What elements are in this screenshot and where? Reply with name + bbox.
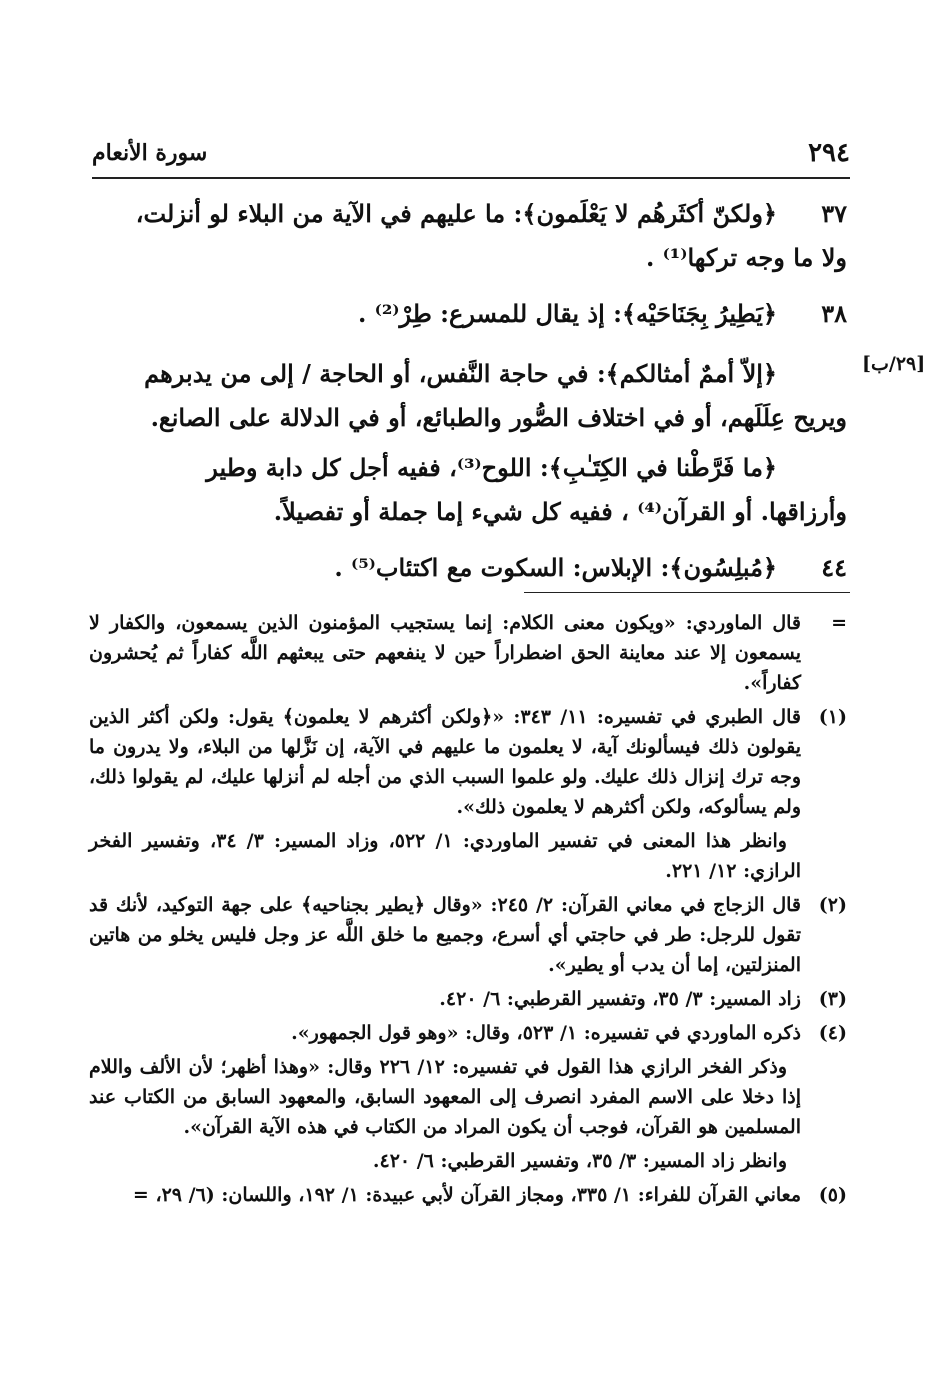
entry-line: ﴿ولكنّ أكثَرهُم لا يَعْلَمون﴾: ما عليهم في الآية من البلاء لو أنزلت، (135, 199, 777, 228)
entry-line: ﴿مُبلِسُون﴾: الإبلاس: السكوت مع اكتئاب⁽⁵⁾ . (334, 553, 777, 582)
verse-number: ٣٨ (821, 299, 847, 328)
footnote-separator (524, 592, 850, 593)
footnotes (89, 608, 847, 1214)
verse-entry (91, 292, 847, 336)
entry-line: ﴿يَطِيرُ بِجَنَاحَيْه﴾: إذ يقال للمسرع: طِرْ⁽²⁾ . (357, 299, 777, 328)
footnote-text: وانظر زاد المسير: ٣/ ٣٥، وتفسير القرطبي: ٦/ ٤٢٠. (372, 1150, 787, 1172)
entry-line: ولا ما وجه تركها⁽¹⁾ . (645, 243, 847, 272)
footnote-mark: = (831, 612, 847, 634)
footnote-mark: (٢) (818, 894, 847, 916)
footnote-continuation (89, 608, 847, 698)
verse-number: ٤٤ (821, 553, 847, 582)
footnote-mark: (٤) (818, 1022, 847, 1044)
footnote-mark: (٥) (818, 1184, 847, 1206)
footnote (89, 1018, 847, 1176)
verse-entry (91, 446, 847, 534)
footnote-mark: (١) (818, 706, 847, 728)
page-number: ٢٩٤ (808, 138, 850, 168)
footnote (89, 702, 847, 886)
footnote (89, 984, 847, 1014)
manuscript-folio-note: [٢٩/ب] (862, 353, 926, 375)
footnote (89, 890, 847, 980)
header-divider (92, 177, 850, 179)
verse-number: ٣٧ (821, 199, 847, 228)
footnote-text: وذكر الفخر الرازي هذا القول في تفسيره: ١٢/ ٢٢٦ وقال: «وهذا أظهر؛ لأن الألف واللام إذا دخلا على الاسم المفرد انصرف إلى المعهود السابق، والمعهود السابق من الكتاب عند المسلمين هو القرآن، فوجب أن يكون المراد من الكتاب في هذه الآية القرآن». (89, 1056, 801, 1138)
entry-line: ﴿إلاّ أممٌ أمثالكم﴾: في حاجة النَّفس، أو الحاجة / إلى من يدبرهم (144, 359, 777, 388)
footnote-text: قال الماوردي: «ويكون معنى الكلام: إنما يستجيب المؤمنون الذين يسمعون، والكفار لا يسمعون إلا عند معاينة الحق اضطراراً حين لا ينفعهم حتى يبعثهم اللَّه كفاراً ثم يُحشرون كفاراً». (89, 612, 802, 694)
entry-line: ﴿ما فَرَّطْنا في الكِتَـٰبِ﴾: اللوح⁽³⁾، ففيه أجل كل دابة وطير (206, 453, 777, 482)
verse-entry (91, 352, 847, 440)
footnote-text: وانظر هذا المعنى في تفسير الماوردي: ١/ ٥٢٢، وزاد المسير: ٣/ ٣٤، وتفسير الفخر الرازي: ١٢/ ٢٢١. (89, 830, 801, 882)
footnote-text: معاني القرآن للفراء: ١/ ٣٣٥، ومجاز القرآن لأبي عبيدة: ١/ ١٩٢، واللسان: (٦/ ٢٩، = (132, 1184, 801, 1206)
verse-entry (91, 546, 847, 590)
footnote-mark: (٣) (818, 988, 847, 1010)
footnote (89, 1180, 847, 1210)
footnote-text: ذكره الماوردي في تفسيره: ١/ ٥٢٣، وقال: «وهو قول الجمهور». (291, 1022, 801, 1044)
entry-line: وأرزاقها. أو القرآن⁽⁴⁾ ، ففيه كل شيء إما جملة أو تفصيلاً. (273, 497, 847, 526)
surah-title: سورة الأنعام (92, 140, 208, 166)
entry-line: ويريح عِلَلَهم، أو في اختلاف الصُّور والطبائع، أو في الدلالة على الصانع. (150, 403, 847, 432)
page-header (92, 138, 850, 174)
footnote-text: قال الزجاج في معاني القرآن: ٢/ ٢٤٥: «وقال ﴿يطير بجناحيه﴾ على جهة التوكيد، لأنك قد تقول للرجل: طر في حاجتي أي أسرع، وجميع ما خلق اللَّه عز وجل فليس يخلو من هاتين المنزلتين، إما أن يدب أو يطير». (89, 894, 802, 976)
verse-entry (91, 192, 847, 280)
footnote-text: قال الطبري في تفسيره: ١١/ ٣٤٣: «﴿ولكن أكثرهم لا يعلمون﴾ يقول: ولكن أكثر الذين يقولون ذلك فيسألونك آية، لا يعلمون ما عليهم في الآية، إن نَزَّلها من البلاء، ولا يدرون ما وجه ترك إنزال ذلك عليك. ولو علموا السبب الذي من أجله لم أنزلها عليك، لم يقولوا ذلك، ولم يسألوكه، ولكن أكثرهم لا يعلمون ذلك». (89, 706, 801, 818)
footnote-text: زاد المسير: ٣/ ٣٥، وتفسير القرطبي: ٦/ ٤٢٠. (439, 988, 801, 1010)
